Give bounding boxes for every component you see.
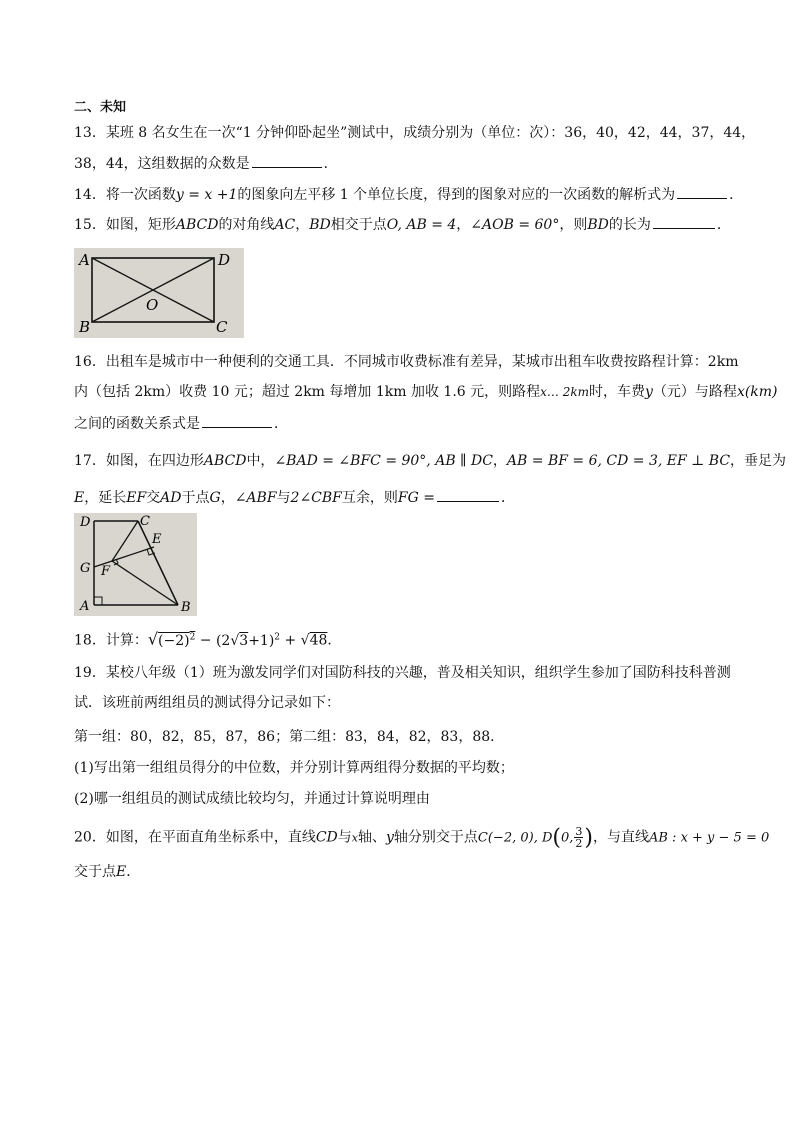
q16-text-c: （元）与路程 [652, 384, 737, 400]
q15-figure-svg [74, 248, 244, 338]
q15-text-d: 相交于点 [330, 217, 387, 233]
q18-e2: 2 [274, 632, 281, 642]
label-d: D [218, 251, 231, 269]
q18-plus: + [284, 632, 297, 649]
q15-text-g: 的长为 [608, 217, 651, 233]
q19-line4: (1)写出第一组组员得分的中位数，并分别计算两组得分数据的平均数； [74, 760, 514, 776]
label-f: F [101, 564, 111, 579]
q20-paren-open: ( [552, 825, 561, 851]
q17-text-h: ， [220, 490, 235, 506]
q17-cond2: AB = BF = 6, CD = 3, EF ⊥ BC [506, 453, 731, 469]
q13-end: ． [323, 156, 338, 172]
q17-line1 [74, 451, 786, 471]
q15-rectangle-figure [74, 248, 244, 338]
q16-text-a: 内（包括 2km）收费 10 元；超过 2km 每增加 1km 加收 1.6 元，则路程 [74, 384, 541, 400]
label-a: A [79, 251, 90, 269]
q17-text-c: ， [492, 453, 507, 469]
q20-line2 [74, 862, 140, 882]
q17-cond1: ∠BAD = ∠BFC = 90°, AB ∥ DC [274, 453, 493, 469]
q20-frac-num: 3 [575, 825, 583, 838]
q15-cond1: O, AB = 4 [386, 217, 457, 233]
q15-text-b: 的对角线 [218, 217, 275, 233]
q17-ad: AD [160, 490, 182, 506]
q17-cbf: 2∠CBF [290, 490, 342, 506]
q16-text-d: 之间的函数关系式是 [74, 416, 200, 432]
q17-abcd: ABCD [203, 453, 247, 469]
q20-text-a: 20．如图，在平面直角坐标系中，直线 [74, 829, 316, 846]
q16-answer-blank [202, 413, 272, 428]
q20-e: E [116, 864, 127, 880]
q18-t2c: +1) [248, 632, 275, 649]
q15-text-e: ， [456, 217, 471, 233]
q15-cond2: ∠AOB = 60° [470, 217, 560, 233]
q15-line [74, 214, 731, 235]
q17-text-a: 17．如图，在四边形 [74, 453, 204, 469]
q17-g: G [209, 490, 221, 506]
q20-end: ． [126, 864, 141, 880]
q20-text-d: 轴分别交于点 [393, 829, 478, 846]
q17-figure-bg [74, 513, 197, 616]
q17-figure-svg [74, 513, 197, 616]
q17-line2 [74, 487, 515, 508]
q14-answer-blank [677, 184, 727, 199]
q17-answer-blank [437, 487, 499, 502]
q17-text-j: 互余，则 [341, 490, 398, 506]
q13-line1: 13．某班 8 名女生在一次“1 分钟仰卧起坐”测试中，成绩分别为（单位：次）：36，40，42，44，37，44， [74, 125, 756, 141]
q18-end: ． [327, 632, 342, 649]
q14-text-a: 14．将一次函数 [74, 187, 176, 203]
q16-text-b: 时，车费 [589, 384, 646, 400]
q18-t2b: 3 [239, 632, 249, 649]
label-g: G [80, 561, 91, 576]
q20-text-c: 轴、 [357, 829, 386, 846]
sqrt-icon: √ [147, 629, 159, 649]
q14-line [74, 184, 743, 205]
q20-line1 [74, 826, 769, 849]
q14-formula: y = x +1 [175, 187, 238, 203]
sqrt-icon: √ [300, 632, 310, 649]
q17-fg: FG = [397, 490, 435, 506]
sqrt-icon: √ [230, 632, 240, 649]
q16-line1: 16．出租车是城市中一种便利的交通工具．不同城市收费标准有差异，某城市出租车收费按路程计算：2km [74, 354, 739, 370]
q20-paren-close: ) [584, 825, 593, 851]
q17-text-b: 中， [246, 453, 275, 469]
q19-line5: (2)哪一组组员的测试成绩比较均匀，并通过计算说明理由 [74, 791, 430, 807]
q16-line2 [74, 382, 778, 402]
q16-x: x(km) [736, 384, 778, 400]
q13-answer-blank [252, 153, 322, 168]
q19-line3: 第一组：80，82，85，87，86；第二组：83，84，82，83，88． [74, 729, 505, 745]
q20-frac-den: 2 [575, 837, 583, 850]
q17-text-f: 交 [146, 490, 161, 506]
q18-term2 [216, 633, 280, 649]
q20-fraction [574, 826, 583, 849]
q20-y: y [385, 829, 394, 846]
label-b: B [181, 600, 191, 615]
q20-x: x [351, 831, 358, 845]
q20-text-b: 与 [337, 829, 352, 846]
label-a: A [80, 599, 90, 614]
q20-cd: CD [315, 829, 338, 846]
q17-text-g: 于点 [181, 490, 210, 506]
label-d: D [80, 515, 91, 530]
q15-bd2: BD [587, 217, 609, 233]
q18-line [74, 627, 341, 651]
label-o: O [146, 296, 159, 314]
q17-text-i: 与 [276, 490, 291, 506]
q17-ef: EF [126, 490, 147, 506]
q13-line2 [74, 153, 338, 174]
q20-point-c: C(−2, 0), D [477, 830, 553, 846]
q15-abcd: ABCD [175, 217, 219, 233]
q20-point-d-x: 0, [560, 830, 574, 846]
q18-term1 [158, 633, 195, 649]
q15-text-c: ， [295, 217, 310, 233]
q17-e: E [74, 490, 85, 506]
q18-t1: (−2) [158, 632, 190, 649]
q14-text-b: 的图象向左平移 1 个单位长度，得到的图象对应的一次函数的解析式为 [237, 187, 676, 203]
q16-cond: x… 2km [540, 385, 590, 399]
q15-bd: BD [309, 217, 331, 233]
q19-line2: 试．该班前两组组员的测试得分记录如下： [74, 695, 340, 711]
q18-text: 18．计算： [74, 632, 148, 649]
q15-ac: AC [274, 217, 296, 233]
q18-e1: 2 [189, 632, 196, 642]
label-e: E [152, 532, 162, 547]
q18-t2a: (2 [215, 632, 231, 649]
q20-line-ab: AB : x + y − 5 = 0 [648, 830, 770, 846]
q20-text-e: ，与直线 [592, 829, 649, 846]
q13-text: 38，44，这组数据的众数是 [74, 156, 250, 172]
q15-end: ． [716, 217, 731, 233]
section-heading: 二、未知 [74, 100, 127, 115]
q17-quadrilateral-figure [74, 513, 197, 616]
q19-line1: 19．某校八年级（1）班为激发同学们对国防科技的兴趣，普及相关知识，组织学生参加了国防科技科普测 [74, 665, 731, 681]
q16-end: ． [274, 416, 288, 432]
q17-text-e: ，延长 [84, 490, 127, 506]
q18-minus: − [199, 632, 212, 649]
q20-text-f: 交于点 [74, 864, 116, 880]
q15-text-a: 15．如图，矩形 [74, 217, 176, 233]
label-c: C [140, 514, 150, 529]
q14-end: ． [729, 187, 744, 203]
q17-abf: ∠ABF [234, 490, 277, 506]
q17-text-d: ，垂足为 [730, 453, 787, 469]
q15-answer-blank [653, 214, 715, 229]
q16-y: y [645, 384, 653, 400]
label-c: C [216, 318, 228, 336]
q16-line3 [74, 413, 288, 434]
q18-t3: 48 [309, 632, 328, 649]
q15-text-f: ，则 [559, 217, 588, 233]
q17-end: ． [500, 490, 515, 506]
label-b: B [79, 318, 91, 336]
